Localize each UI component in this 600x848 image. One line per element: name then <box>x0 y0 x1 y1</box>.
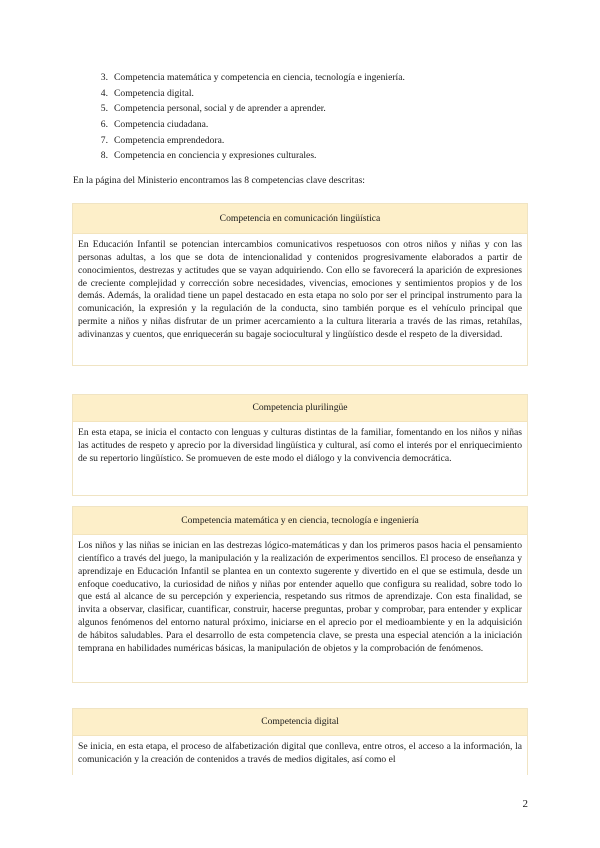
list-text: Competencia en conciencia y expresiones culturales. <box>114 150 317 162</box>
competencia-digital-box <box>72 708 528 775</box>
list-number: 8. <box>100 150 108 162</box>
intro-paragraph: En la página del Ministerio encontramos las 8 competencias clave descritas: <box>73 175 365 186</box>
list-number: 4. <box>100 87 108 99</box>
box-body: Los niños y las niñas se inician en las destrezas lógico-matemáticas y dan los primeros pasos hacia el pensamiento científico a través del juego, la manipulación y la realización de experimentos sencillos. El proceso de enseñanza y aprendizaje en Educación Infantil se plantea en un contexto sugerente y divertido en el que se estimula, desde un enfoque coeducativo, la curiosidad de niños y niñas por entender aquello que configura su realidad, sobre todo lo que está al alcance de su percepción y experiencia, respetando sus ritmos de aprendizaje. Con esta finalidad, se invita a observar, clasificar, cuantificar, construir, hacerse preguntas, probar y comprobar, para entender y explicar algunos fenómenos del entorno natural próximo, iniciarse en el aprecio por el medioambiente y en la adquisición de hábitos saludables. Para el desarrollo de esta competencia clave, se presta una especial atención a la iniciación temprana en habilidades numéricas básicas, la manipulación de objetos y la comprobación de fenómenos. <box>78 540 522 654</box>
list-item <box>84 86 504 102</box>
list-text: Competencia emprendedora. <box>114 134 225 146</box>
list-item <box>84 70 504 86</box>
box-title: Competencia plurilingüe <box>73 395 527 422</box>
list-number: 7. <box>100 134 108 146</box>
box-body: En esta etapa, se inicia el contacto con lenguas y culturas distintas de la familiar, fomentando en los niños y niñas las actitudes de respeto y aprecio por la diversidad lingüística y cultural, así como el interés por el enriquecimiento de su repertorio lingüístico. Se promueven de este modo el diálogo y la convivencia democrática. <box>78 427 522 464</box>
box-title: Competencia en comunicación lingüística <box>73 204 527 234</box>
list-item <box>84 117 504 133</box>
list-text: Competencia matemática y competencia en ciencia, tecnología e ingeniería. <box>114 72 405 84</box>
list-number: 5. <box>100 103 108 115</box>
list-text: Competencia ciudadana. <box>114 119 209 131</box>
list-item <box>84 101 504 117</box>
list-item <box>84 132 504 148</box>
list-number: 3. <box>100 72 108 84</box>
list-text: Competencia personal, social y de aprender a aprender. <box>114 103 326 115</box>
competencias-list <box>84 70 504 164</box>
competencia-matematica-box <box>72 506 528 683</box>
list-item <box>84 148 504 164</box>
list-number: 6. <box>100 119 108 131</box>
box-title: Competencia matemática y en ciencia, tecnología e ingeniería <box>73 507 527 535</box>
box-body: Se inicia, en esta etapa, el proceso de alfabetización digital que conlleva, entre otros, el acceso a la información, la comunicación y la creación de contenidos a través de medios digitales, así como el <box>78 741 522 765</box>
competencia-plurilingue-box <box>72 394 528 496</box>
page-number: 2 <box>522 798 528 810</box>
box-body: En Educación Infantil se potencian intercambios comunicativos respetuosos con otros niños y niñas y con las personas adultas, a los que se dota de intencionalidad y contenidos progresivamente elaborados a partir de conocimientos, destrezas y actitudes que se vayan adquiriendo. Con ello se favorecerá la aparición de expresiones de creciente complejidad y corrección sobre necesidades, vivencias, emociones y sentimientos propios y de los demás. Además, la oralidad tiene un papel destacado en esta etapa no solo por ser el principal instrumento para la comunicación, la expresión y la regulación de la conducta, sino también porque es el vehículo principal que permite a niños y niñas disfrutar de un primer acercamiento a la cultura literaria a través de las rimas, retahílas, adivinanzas y cuentos, que enriquecerán su bagaje sociocultural y lingüístico desde el respeto de la diversidad. <box>78 239 522 340</box>
box-title: Competencia digital <box>73 709 527 736</box>
list-text: Competencia digital. <box>114 87 194 99</box>
competencia-linguistica-box <box>72 203 528 366</box>
